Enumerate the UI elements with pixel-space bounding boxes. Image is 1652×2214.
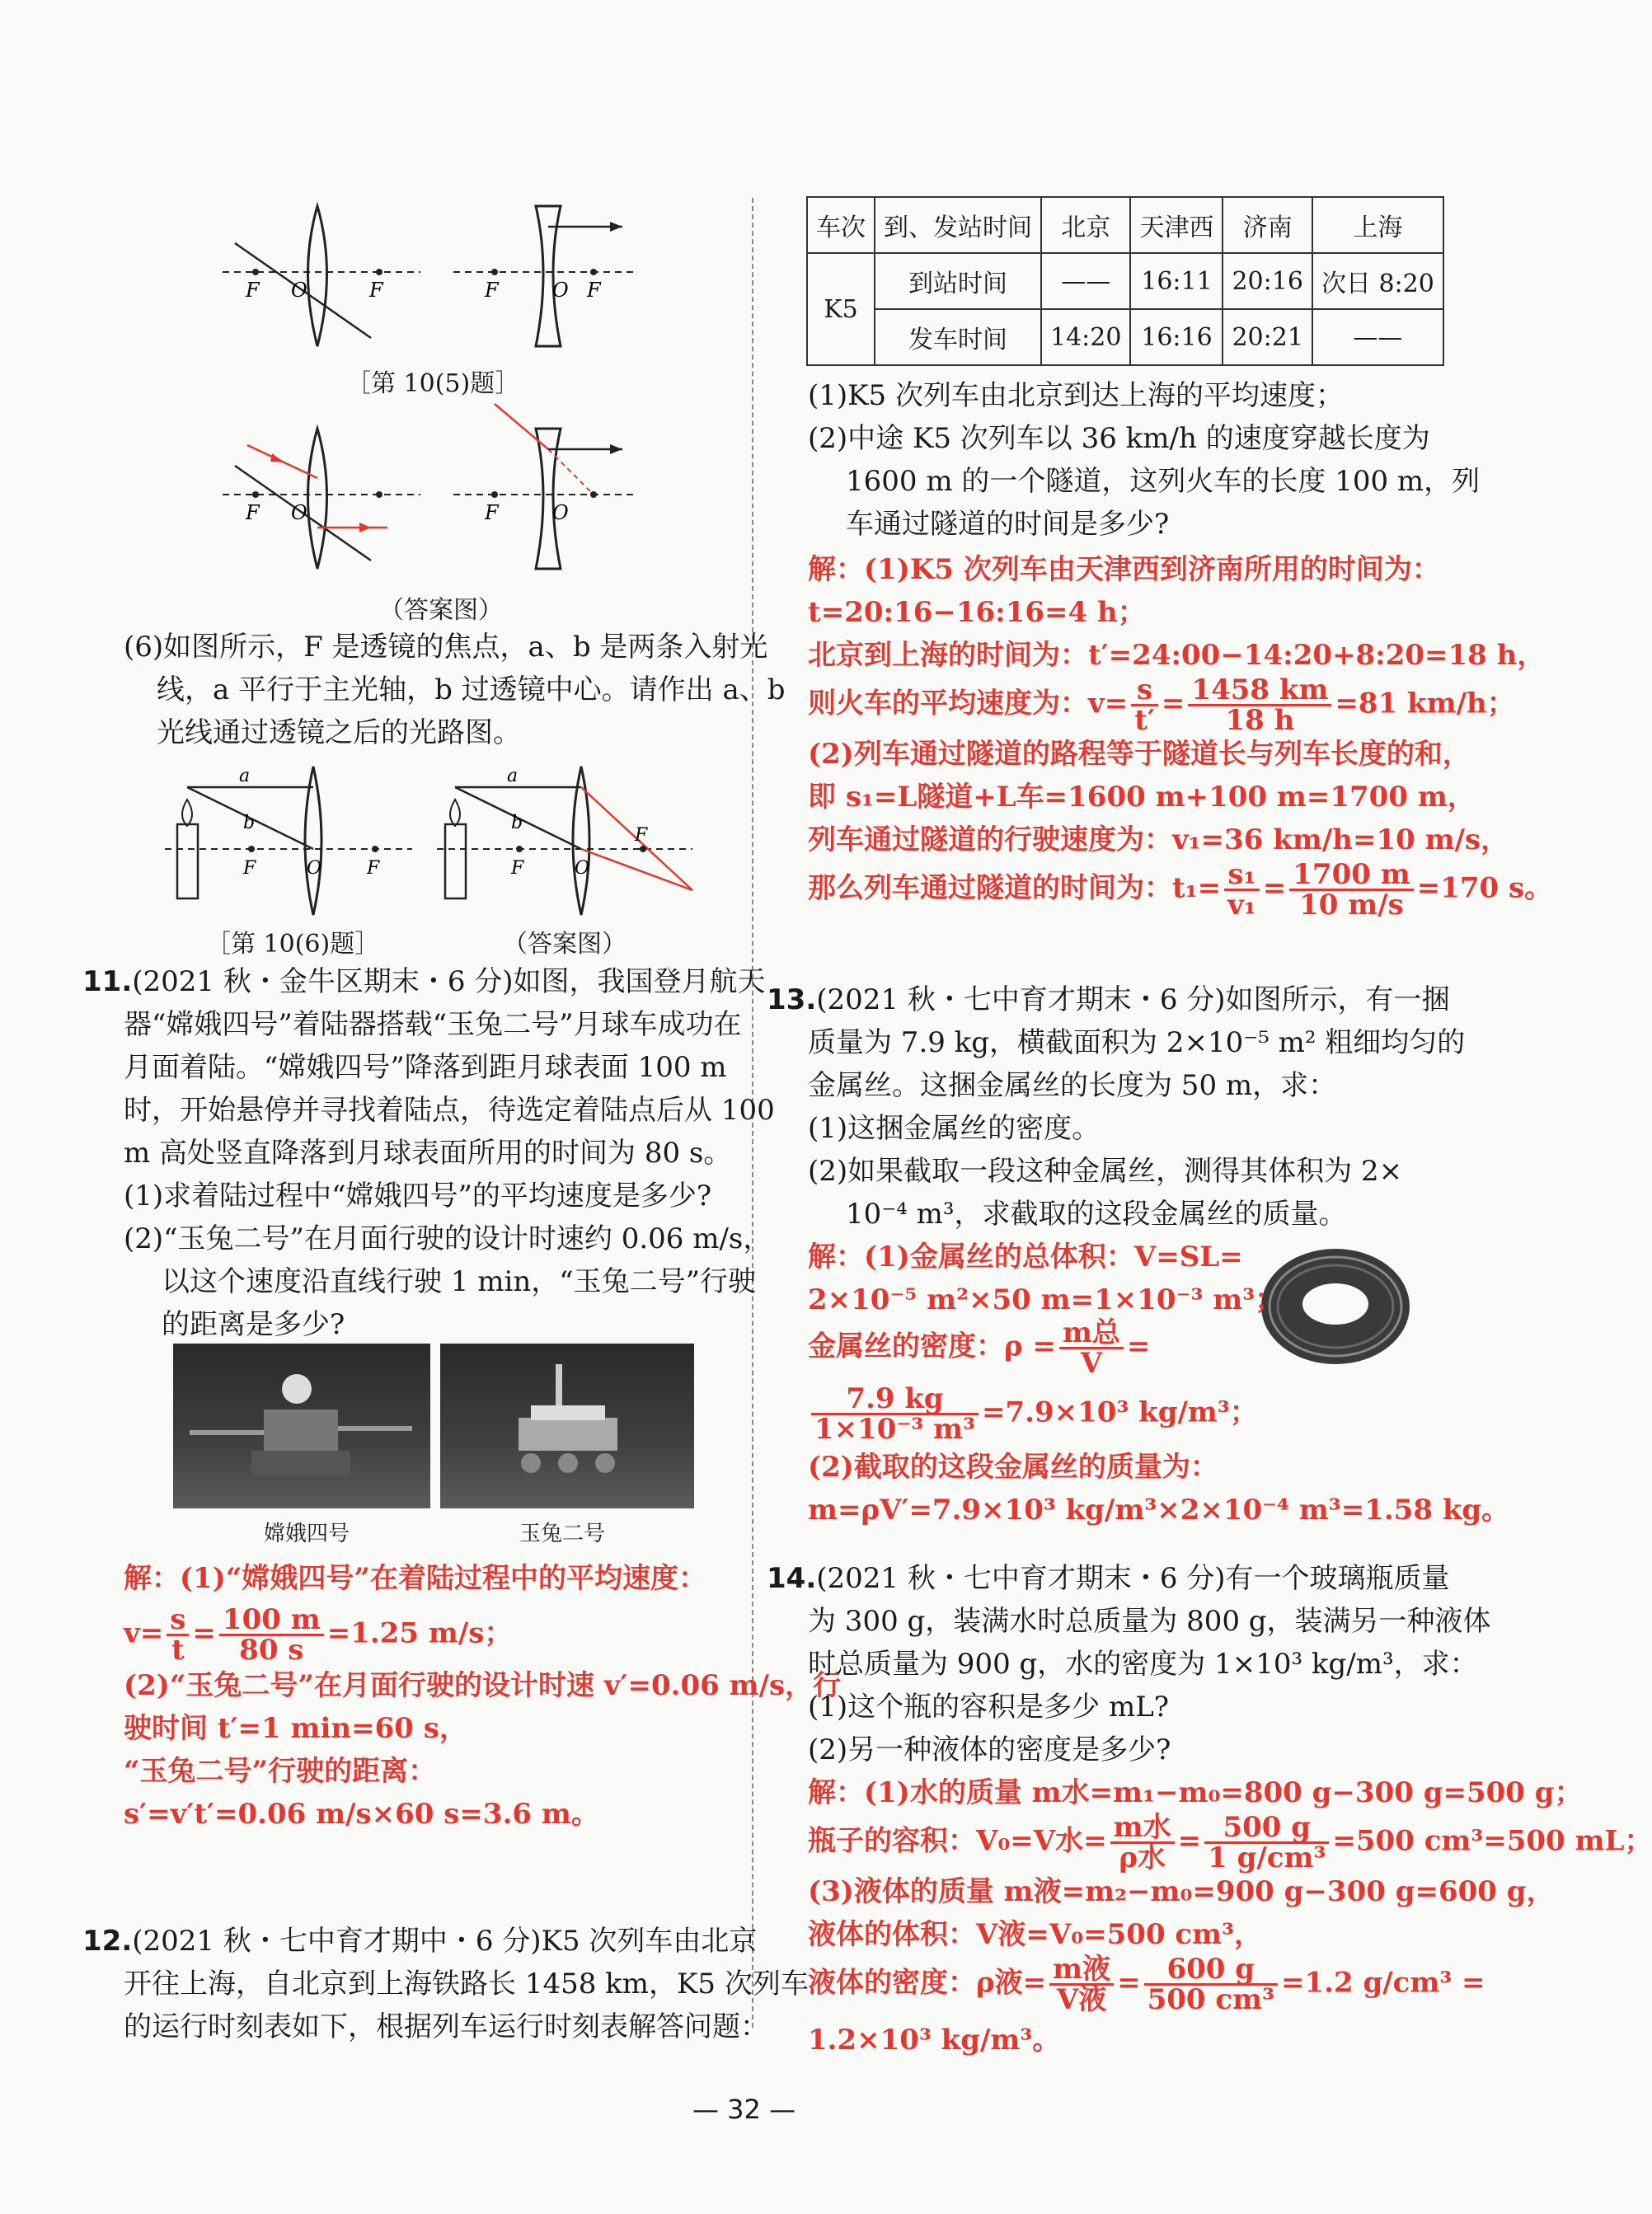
q14-ans1: 解：(1)水的质量 m水=m₁−m₀=800 g−300 g=500 g；	[808, 1776, 1583, 1809]
q13-ans5: (2)截取的这段金属丝的质量为：	[808, 1451, 1218, 1484]
q11-line3: 月面着陆。“嫦娥四号”降落到距月球表面 100 m	[124, 1051, 727, 1084]
q14-ans3: (3)液体的质量 m液=m₂−m₀=900 g−300 g=600 g，	[808, 1875, 1555, 1908]
q12-ans8: 那么列车通过隧道的时间为：t₁= $\frac{\text{s₁}}{\text{v₁}}$ = $\frac{1700 m}{10 m/s}$ =170 s。	[808, 858, 1553, 922]
q11-ans1: 解：(1)“嫦娥四号”在着陆过程中的平均速度：	[124, 1562, 706, 1595]
q11-ans3: (2)“玉兔二号”在月面行驶的设计时速 v′=0.06 m/s，行	[124, 1669, 842, 1702]
q11-line1: 11.(2021 秋・金牛区期末・6 分)如图，我国登月航天	[82, 965, 766, 998]
q13-ans1: 解：(1)金属丝的总体积：V=SL=	[808, 1241, 1243, 1274]
svg-text:F: F	[635, 825, 648, 846]
table-cell: 天津西	[1130, 197, 1223, 253]
q14-ans4: 液体的体积：V液=V₀=500 cm³，	[808, 1918, 1263, 1951]
caption-q10-6: ［第 10(6)题］	[206, 930, 380, 959]
svg-text:a: a	[507, 766, 519, 786]
svg-text:F: F	[246, 501, 260, 524]
q12-ans2: t=20:16−16:16=4 h；	[808, 596, 1146, 629]
q14-line2: 为 300 g，装满水时总质量为 800 g，装满另一种液体	[808, 1605, 1491, 1638]
q12-ans5: (2)列车通过隧道的路程等于隧道长与列车长度的和，	[808, 738, 1471, 771]
q14-ans5: 液体的密度：ρ液= $\frac{\text{m液}}{\text{V液}}$ = $\frac{600 g}{\text{500 cm³}}$ =1.2 g/cm³ =	[808, 1953, 1485, 2016]
q10-6-line1: (6)如图所示，F 是透镜的焦点，a、b 是两条入射光	[124, 631, 768, 664]
svg-text:F: F	[485, 279, 499, 302]
photo-change4	[173, 1344, 430, 1508]
photo-yutu2	[440, 1344, 694, 1508]
table-cell: 上海	[1312, 197, 1443, 253]
q12-ans3: 北京到上海的时间为：t′=24:00−14:20+8:20=18 h，	[808, 639, 1546, 672]
q13-line2: 质量为 7.9 kg，横截面积为 2×10⁻⁵ m² 粗细均匀的	[808, 1026, 1466, 1059]
svg-text:F: F	[587, 279, 601, 302]
table-cell: ——	[1041, 253, 1130, 309]
table-cell: ——	[1312, 309, 1443, 365]
table-cell: 车次	[807, 197, 875, 253]
q13-line3: 金属丝。这捆金属丝的长度为 50 m，求：	[808, 1069, 1337, 1102]
svg-text:F: F	[367, 858, 380, 879]
lens-diagram-q10-6	[165, 750, 701, 915]
table-cell: 20:16	[1223, 253, 1312, 309]
answer-diagram-q10-5	[206, 404, 668, 585]
q12-ans4: 则火车的平均速度为：v= $\frac{s}{t'}$ = $\frac{1458 km}{18 h}$ =81 km/h；	[808, 673, 1515, 737]
q11-ans4: 驶时间 t′=1 min=60 s，	[124, 1712, 467, 1745]
svg-text:O: O	[307, 858, 322, 879]
table-cell: 20:21	[1223, 309, 1312, 365]
table-row	[807, 253, 1443, 309]
q11-ans6: s′=v′t′=0.06 m/s×60 s=3.6 m。	[124, 1798, 599, 1831]
table-cell: K5	[807, 253, 875, 365]
svg-text:b: b	[511, 813, 523, 833]
q13-ans3: 金属丝的密度：ρ = $\frac{\text{m总}}{V}$ =	[808, 1316, 1151, 1380]
q10-6-line2: 线，a 平行于主光轴，b 过透镜中心。请作出 a、b	[157, 673, 786, 706]
svg-text:F: F	[243, 858, 256, 879]
table-cell: 16:11	[1130, 253, 1223, 309]
q11-ans5: “玉兔二号”行驶的距离：	[124, 1755, 437, 1788]
svg-text:F: F	[511, 858, 524, 879]
q14-line3: 时总质量为 900 g，水的密度为 1×10³ kg/m³，求：	[808, 1648, 1478, 1681]
q11-line2: 器“嫦娥四号”着陆器搭载“玉兔二号”月球车成功在	[124, 1008, 742, 1041]
q13-ans2: 2×10⁻⁵ m²×50 m=1×10⁻³ m³；	[808, 1283, 1284, 1316]
caption-answer-a: （答案图）	[379, 596, 503, 625]
table-cell: 次日 8:20	[1312, 253, 1443, 309]
q12-q2b: 1600 m 的一个隧道，这列火车的长度 100 m，列	[846, 465, 1481, 498]
q12-ans6: 即 s₁=L隧道+L车=1600 m+100 m=1700 m，	[808, 781, 1476, 814]
table-row	[807, 309, 1443, 365]
svg-text:O: O	[291, 279, 307, 302]
caption-answer-b: （答案图）	[503, 930, 627, 959]
q12-line3: 的运行时刻表如下，根据列车运行时刻表解答问题：	[124, 2010, 768, 2043]
q14-line4: (1)这个瓶的容积是多少 mL?	[808, 1691, 1170, 1724]
q11-line8: 以这个速度沿直线行驶 1 min，“玉兔二号”行驶	[162, 1265, 757, 1298]
svg-text:O: O	[552, 279, 569, 302]
table-cell: 北京	[1041, 197, 1130, 253]
caption-q10-5: ［第 10(5)题］	[346, 369, 520, 398]
lens-diagram-q10-5	[206, 190, 668, 371]
q12-ans1: 解：(1)K5 次列车由天津西到济南所用的时间为：	[808, 553, 1440, 586]
svg-text:F: F	[246, 279, 260, 302]
convex-lens	[308, 206, 327, 346]
q13-line1: 13.(2021 秋・七中育才期末・6 分)如图所示，有一捆	[767, 983, 1450, 1016]
q12-q2a: (2)中途 K5 次列车以 36 km/h 的速度穿越长度为	[808, 422, 1430, 455]
q13-ans4: $\frac{7.9 kg}{\text{1×10⁻³ m³}}$ =7.9×10³ kg/m³；	[808, 1385, 1258, 1443]
q14-line1: 14.(2021 秋・七中育才期末・6 分)有一个玻璃瓶质量	[767, 1562, 1450, 1595]
q13-ans6: m=ρV′=7.9×10³ kg/m³×2×10⁻⁴ m³=1.58 kg。	[808, 1494, 1510, 1527]
q11-line7: (2)“玉兔二号”在月面行驶的设计时速约 0.06 m/s，	[124, 1222, 772, 1255]
table-cell: 到站时间	[875, 253, 1041, 309]
page-number: — 32 —	[692, 2094, 796, 2125]
svg-text:O: O	[291, 501, 307, 524]
q12-ans7: 列车通过隧道的行驶速度为：v₁=36 km/h=10 m/s，	[808, 823, 1509, 856]
q11-line9: 的距离是多少?	[162, 1308, 345, 1341]
q14-line5: (2)另一种液体的密度是多少?	[808, 1733, 1171, 1766]
q13-line5: (2)如果截取一段这种金属丝，测得其体积为 2×	[808, 1155, 1403, 1188]
q11-line5: m 高处竖直降落到月球表面所用的时间为 80 s。	[124, 1137, 732, 1170]
svg-text:O: O	[552, 501, 569, 524]
svg-text:b: b	[243, 813, 256, 833]
svg-text:F: F	[485, 501, 499, 524]
table-cell: 到、发站时间	[875, 197, 1041, 253]
table-header-row	[807, 197, 1443, 253]
q12-q1: (1)K5 次列车由北京到达上海的平均速度；	[808, 379, 1344, 412]
q12-q2c: 车通过隧道的时间是多少?	[846, 508, 1170, 541]
svg-text:a: a	[239, 766, 251, 786]
q13-line4: (1)这捆金属丝的密度。	[808, 1112, 1101, 1145]
table-cell: 济南	[1223, 197, 1312, 253]
table-cell: 发车时间	[875, 309, 1041, 365]
q12-line1: 12.(2021 秋・七中育才期中・6 分)K5 次列车由北京	[82, 1925, 758, 1958]
q13-line6: 10⁻⁴ m³，求截取的这段金属丝的质量。	[846, 1198, 1347, 1231]
q11-line6: (1)求着陆过程中“嫦娥四号”的平均速度是多少?	[124, 1180, 712, 1213]
q11-line4: 时，开始悬停并寻找着陆点，待选定着陆点后从 100	[124, 1094, 775, 1127]
q14-ans2: 瓶子的容积：V₀=V水= $\frac{\text{m水}}{\text{ρ水}}$ = $\frac{500 g}{\text{1 g/cm³}}$ =500 cm³=500 mL；	[808, 1811, 1652, 1874]
caption-photo2: 玉兔二号	[519, 1522, 606, 1546]
table-cell: 16:16	[1130, 309, 1223, 365]
q14-ans6: 1.2×10³ kg/m³。	[808, 2024, 1061, 2057]
q10-6-line3: 光线通过透镜之后的光路图。	[157, 716, 521, 749]
svg-text:O: O	[575, 858, 590, 879]
svg-text:F: F	[369, 279, 383, 302]
caption-photo1: 嫦娥四号	[264, 1522, 350, 1546]
train-timetable	[806, 196, 1444, 366]
q11-ans2: v= $\frac{s}{t}$ = $\frac{100 m}{80 s}$ =1.25 m/s；	[124, 1603, 513, 1667]
table-cell: 14:20	[1041, 309, 1130, 365]
q12-line2: 开往上海，自北京到上海铁路长 1458 km，K5 次列车	[124, 1968, 809, 2001]
